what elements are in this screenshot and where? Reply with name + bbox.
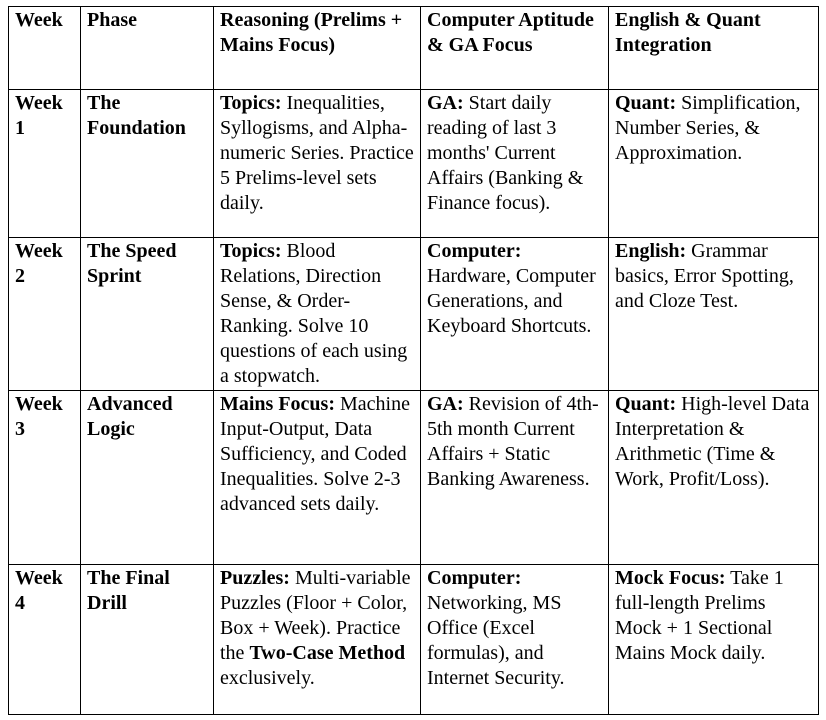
computer-cell — [421, 238, 609, 391]
table-row — [9, 391, 819, 565]
cell-text: Machine Input-Output, Data Sufficiency, and Coded Inequalities. Solve 2-3 advanced sets daily. — [220, 393, 410, 515]
cell-label: Topics: — [220, 240, 282, 262]
cell-emphasis: Two-Case Method — [249, 642, 406, 664]
phase-label: The Speed Sprint — [87, 240, 177, 287]
computer-cell — [421, 90, 609, 238]
cell-label: Quant: — [615, 92, 677, 114]
cell-label: GA: — [427, 92, 464, 114]
header-week: Week — [9, 7, 81, 90]
cell-text: Hardware, Computer Generations, and Keyboard Shortcuts. — [427, 265, 596, 337]
cell-text: Simplification, Number Series, & Approximation. — [615, 92, 801, 164]
phase-cell — [81, 391, 214, 565]
cell-label: Computer: — [427, 240, 522, 262]
phase-label: The Foundation — [87, 92, 186, 139]
cell-label: Quant: — [615, 393, 677, 415]
study-plan-table — [8, 6, 819, 715]
reasoning-cell — [214, 90, 421, 238]
cell-text: Blood Relations, Direction Sense, & Order-Ranking. Solve 10 questions of each using a stopwatch. — [220, 240, 408, 387]
cell-text: Take 1 full-length Prelims Mock + 1 Sectional Mains Mock daily. — [615, 567, 784, 664]
phase-cell — [81, 238, 214, 391]
cell-text: exclusively. — [220, 667, 315, 689]
cell-label: Puzzles: — [220, 567, 290, 589]
cell-label: Computer: — [427, 567, 522, 589]
week-cell — [9, 238, 81, 391]
table-row — [9, 90, 819, 238]
week-cell — [9, 565, 81, 715]
cell-text: Grammar basics, Error Spotting, and Cloze Test. — [615, 240, 794, 312]
table-row — [9, 238, 819, 391]
header-phase: Phase — [81, 7, 214, 90]
cell-text: High-level Data Interpretation & Arithmetic (Time & Work, Profit/Loss). — [615, 393, 810, 490]
phase-label: Advanced Logic — [87, 393, 173, 440]
week-label: Week 1 — [15, 92, 63, 139]
computer-cell — [421, 391, 609, 565]
reasoning-cell — [214, 565, 421, 715]
english-cell — [609, 391, 819, 565]
cell-text: Multi-variable Puzzles (Floor + Color, Box + Week). Practice the — [220, 567, 411, 664]
week-cell — [9, 90, 81, 238]
week-label: Week 3 — [15, 393, 63, 440]
cell-label: Mains Focus: — [220, 393, 335, 415]
english-cell — [609, 565, 819, 715]
week-cell — [9, 391, 81, 565]
cell-text: Start daily reading of last 3 months' Current Affairs (Banking & Finance focus). — [427, 92, 584, 214]
header-computer-ga: Computer Aptitude & GA Focus — [421, 7, 609, 90]
header-reasoning: Reasoning (Prelims + Mains Focus) — [214, 7, 421, 90]
week-label: Week 4 — [15, 567, 63, 614]
cell-label: Mock Focus: — [615, 567, 726, 589]
cell-text: Inequalities, Syllogisms, and Alpha-numeric Series. Practice 5 Prelims-level sets daily. — [220, 92, 414, 214]
header-row — [9, 7, 819, 90]
phase-cell — [81, 90, 214, 238]
cell-label: Topics: — [220, 92, 282, 114]
table-row — [9, 565, 819, 715]
english-cell — [609, 238, 819, 391]
cell-label: GA: — [427, 393, 464, 415]
phase-cell — [81, 565, 214, 715]
computer-cell — [421, 565, 609, 715]
cell-label: English: — [615, 240, 687, 262]
reasoning-cell — [214, 238, 421, 391]
english-cell — [609, 90, 819, 238]
reasoning-cell — [214, 391, 421, 565]
header-english-quant: English & Quant Integration — [609, 7, 819, 90]
cell-text: Revision of 4th-5th month Current Affairs + Static Banking Awareness. — [427, 393, 599, 490]
week-label: Week 2 — [15, 240, 63, 287]
phase-label: The Final Drill — [87, 567, 170, 614]
cell-text: Networking, MS Office (Excel formulas), and Internet Security. — [427, 592, 565, 689]
